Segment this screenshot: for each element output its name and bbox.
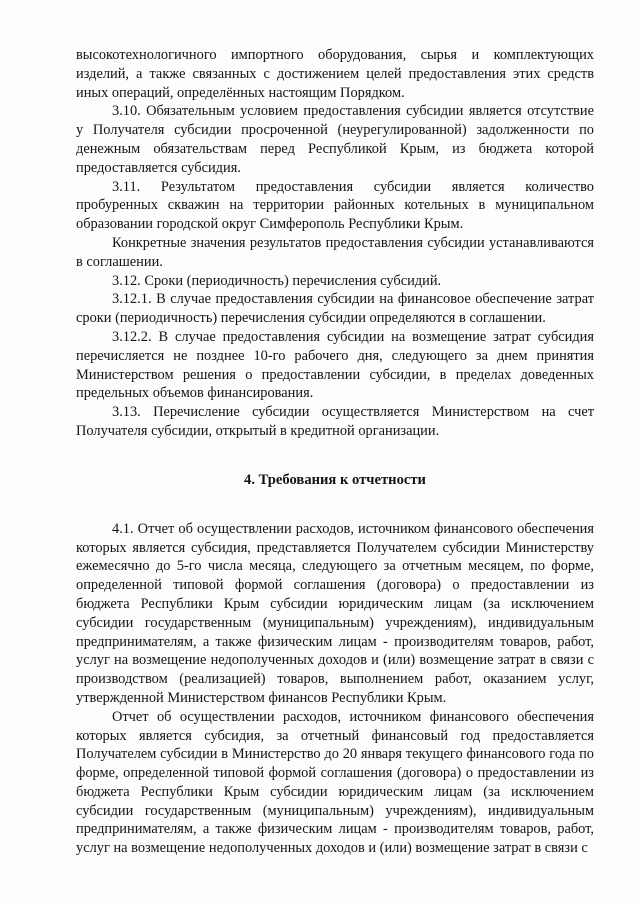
clause-4-1: 4.1. Отчет об осуществлении расходов, источником финансового обеспечения которых является субсидия, представляется Получателем субсидии Министерству ежемесячно до 5-го числа месяца, следующего за отчетным месяцем, по форме, определенной типовой формой соглашения (договора) о предоставлении из бюджета Республики Крым субсидии юридическим лицам (за исключением субсидии государственным (муниципальным) учреждениям), индивидуальным предпринимателям, а также физическим лицам - производителям товаров, работ, услуг на возмещение недополученных доходов и (или) возмещение затрат в связи с производством (реализацией) товаров, выполнением работ, оказанием услуг, утвержденной Министерством финансов Республики Крым.	[76, 520, 594, 706]
clause-3-12-2: 3.12.2. В случае предоставления субсидии на возмещение затрат субсидия перечисляется не позднее 10-го рабочего дня, следующего за днем принятия Министерством решения о предоставлении субсидии, в пределах доведенных предельных объемов финансирования.	[76, 328, 594, 402]
section-heading: 4. Требования к отчетности	[244, 471, 426, 488]
spacer	[76, 490, 594, 520]
clause-3-10: 3.10. Обязательным условием предоставления субсидии является отсутствие у Получателя субсидии просроченной (неурегулированной) задолженности по денежным обязательствам перед Республикой Крым, из бюджета которой предоставляется субсидия.	[76, 103, 594, 176]
clause-3-12: 3.12. Сроки (периодичность) перечисления субсидий.	[112, 272, 442, 289]
clause-3-12-1: 3.12.1. В случае предоставления субсидии на финансовое обеспечение затрат сроки (периодичность) перечисления субсидии определяются в соглашении.	[76, 291, 594, 327]
paragraph-continuation: высокотехнологичного импортного оборудования, сырья и комплектующих изделий, а также связанных с достижением целей предоставления этих средств иных операций, определённых настоящим Порядком.	[76, 47, 594, 101]
clause-3-11-results: Конкретные значения результатов предоставления субсидии устанавливаются в соглашении.	[76, 234, 594, 270]
spacer	[76, 441, 594, 471]
clause-3-13: 3.13. Перечисление субсидии осуществляется Министерством на счет Получателя субсидии, открытый в кредитной организации.	[76, 404, 594, 439]
clause-4-1-annual: Отчет об осуществлении расходов, источником финансового обеспечения которых является субсидия, за отчетный финансовый год предоставляется Получателем субсидии в Министерство до 20 января текущего финансового года по форме, определенной типовой формой соглашения (договора) о предоставлении из бюджета Республики Крым субсидии юридическим лицам (за исключением субсидии государственным (муниципальным) учреждениям), индивидуальным предпринимателям, а также физическим лицам - производителям товаров, работ, услуг на возмещение недополученных доходов и (или) возмещение затрат в связи с	[76, 708, 594, 857]
clause-3-11: 3.11. Результатом предоставления субсидии является количество пробуренных скважин на территории районных котельных в муниципальном образовании городской округ Симферополь Республики Крым.	[76, 178, 594, 233]
